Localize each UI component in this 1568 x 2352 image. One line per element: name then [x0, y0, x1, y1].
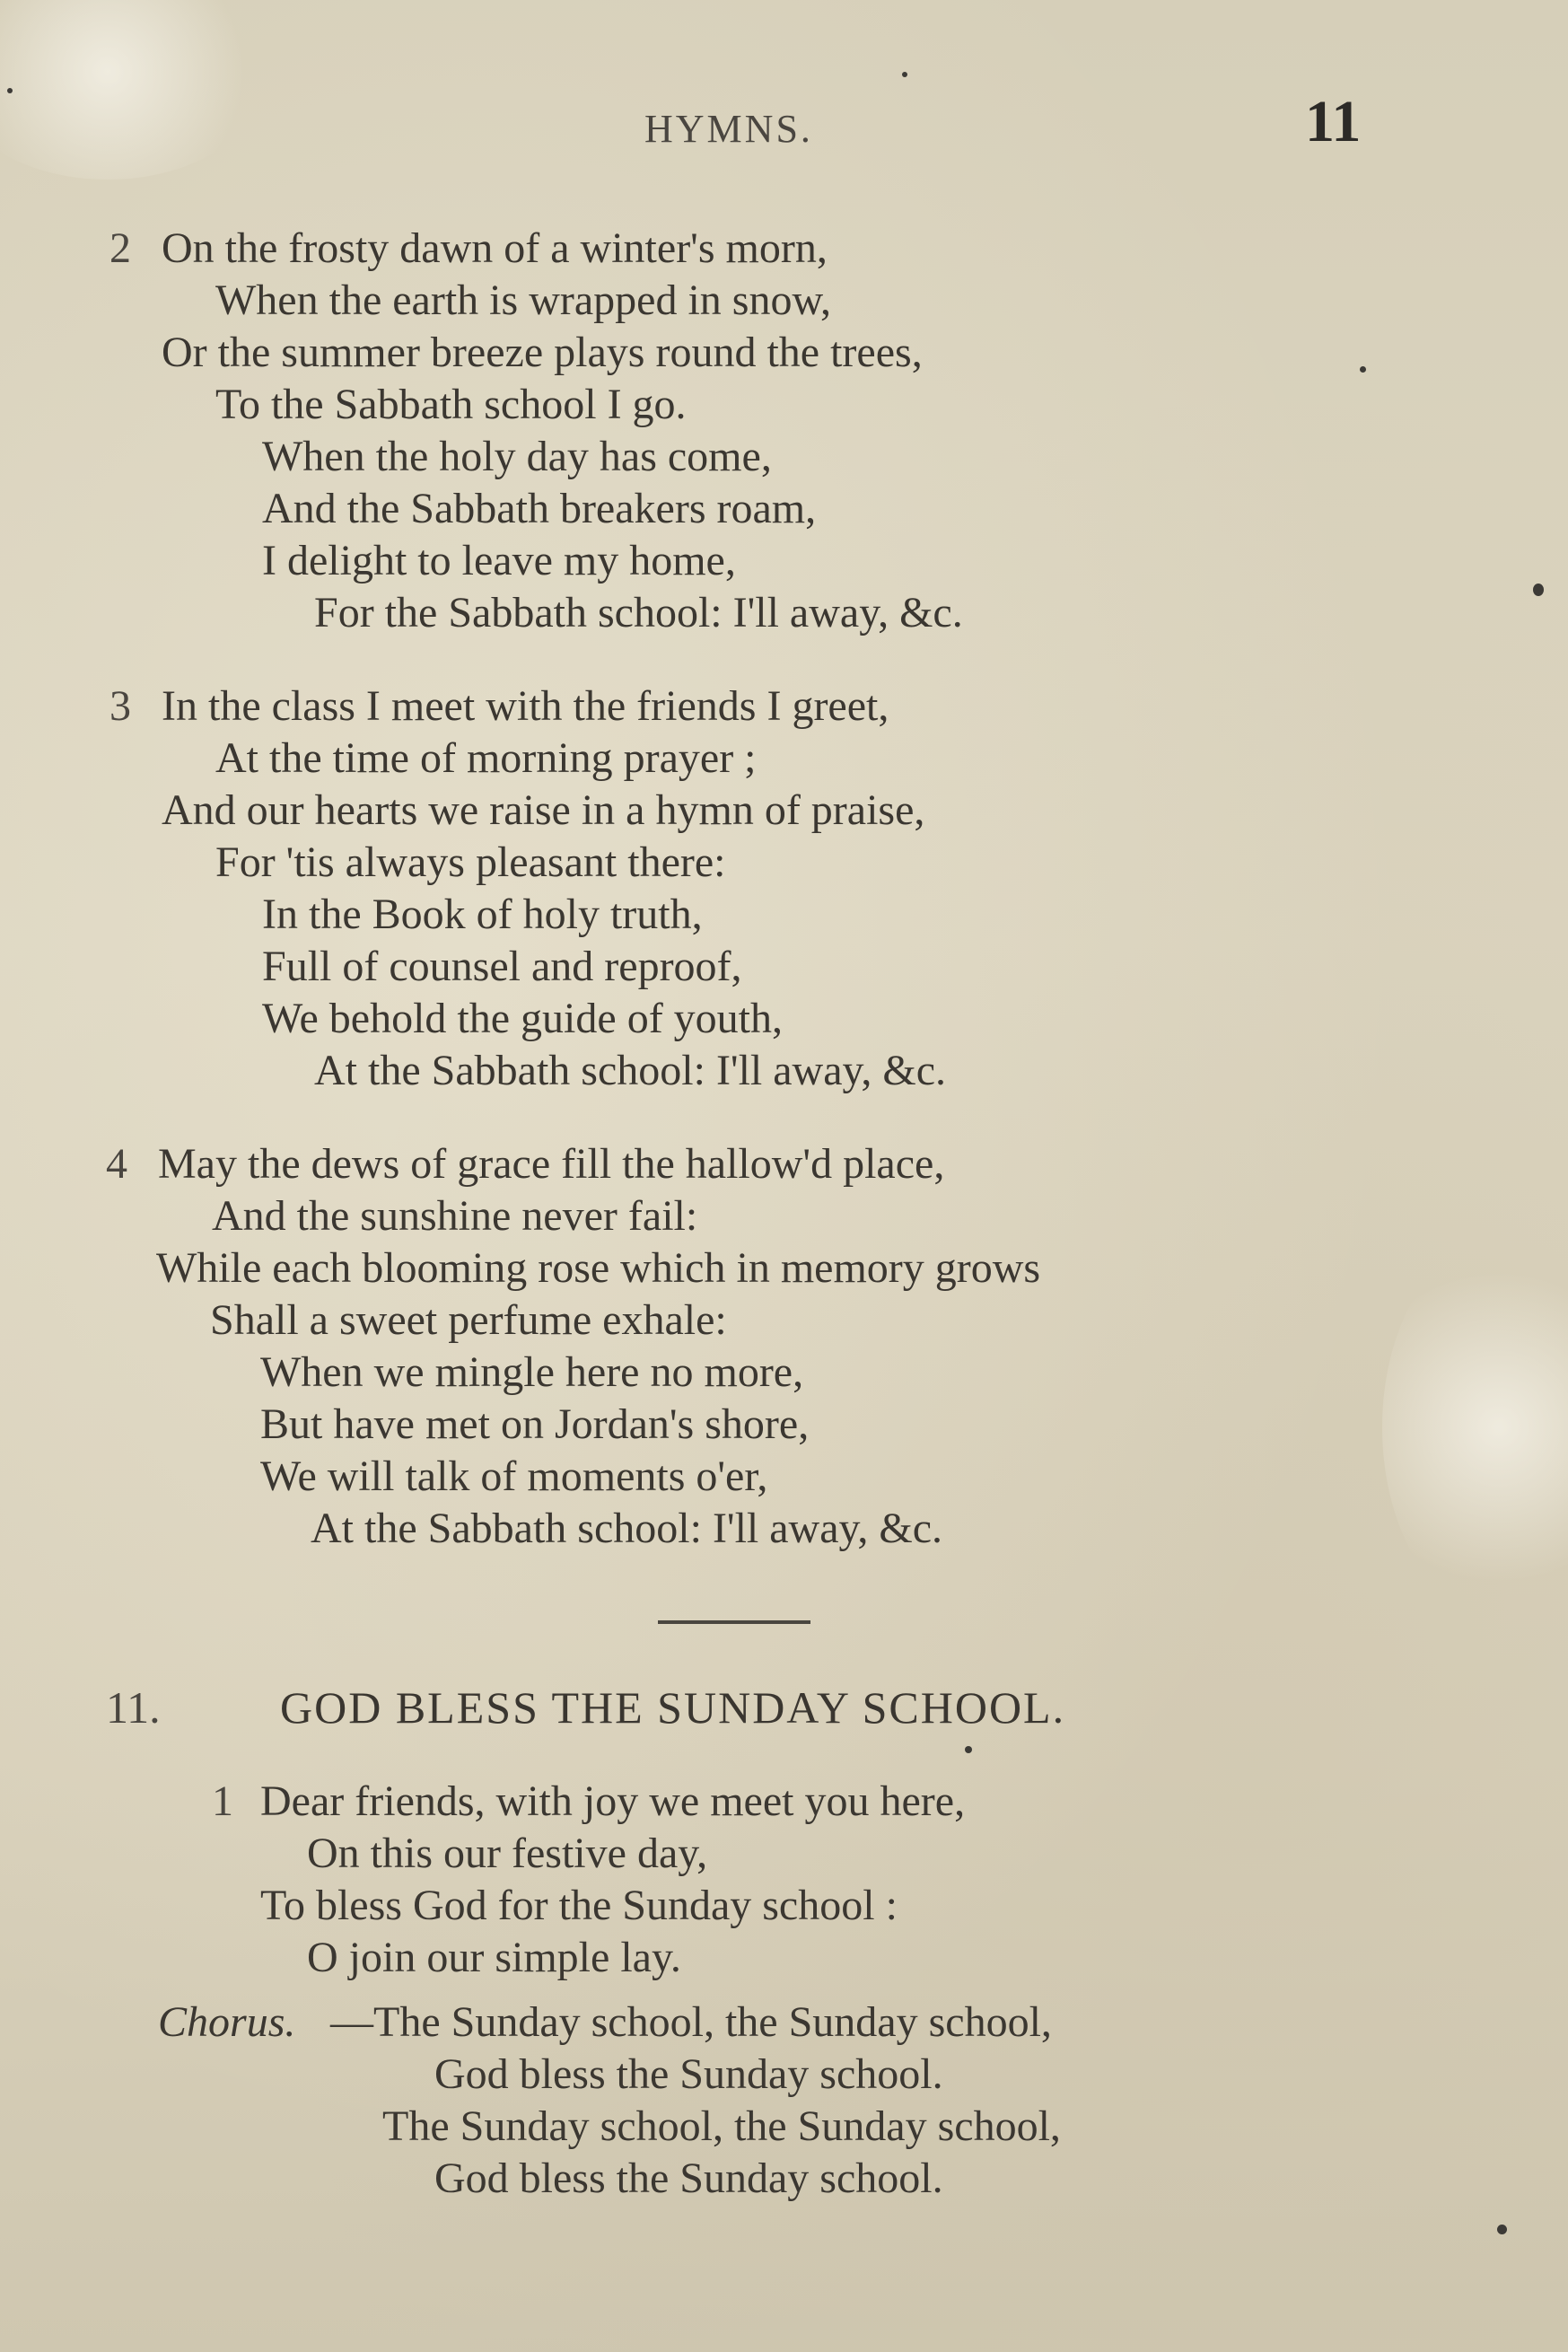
paper-stain	[0, 0, 269, 180]
verse-line: When we mingle here no more,	[260, 1348, 804, 1396]
stanza-number: 3	[109, 682, 131, 730]
verse-line: To the Sabbath school I go.	[215, 381, 687, 428]
verse-line: While each blooming rose which in memory grows	[156, 1244, 1041, 1292]
verse-line: May the dews of grace fill the hallow'd place,	[158, 1140, 945, 1188]
ink-speck	[7, 88, 13, 93]
verse-line: But have met on Jordan's shore,	[260, 1400, 810, 1448]
hymn-number: 11.	[106, 1682, 161, 1733]
verse-line: To bless God for the Sunday school :	[260, 1882, 898, 1929]
verse-line: At the time of morning prayer ;	[215, 734, 757, 782]
verse-line: Or the summer breeze plays round the trees,	[162, 329, 923, 376]
ink-speck	[1360, 366, 1366, 373]
verse-line: And our hearts we raise in a hymn of praise,	[162, 786, 925, 834]
chorus-line: God bless the Sunday school.	[434, 2155, 943, 2202]
ink-speck	[1533, 584, 1544, 596]
paper-stain	[1382, 1239, 1568, 1616]
ink-speck	[1497, 2225, 1507, 2234]
verse-line: Shall a sweet perfume exhale:	[210, 1296, 727, 1344]
ink-speck	[902, 72, 907, 77]
verse-line: In the Book of holy truth,	[262, 891, 703, 938]
verse-line: And the Sabbath breakers roam,	[262, 485, 817, 532]
verse-line: At the Sabbath school: I'll away, &c.	[311, 1505, 943, 1552]
verse-line: In the class I meet with the friends I greet,	[162, 682, 889, 730]
verse-line: Dear friends, with joy we meet you here,	[260, 1777, 966, 1825]
chorus-line: The Sunday school, the Sunday school,	[382, 2102, 1061, 2150]
hymn-title: GOD BLESS THE SUNDAY SCHOOL.	[280, 1682, 1066, 1733]
running-head: HYMNS.	[644, 107, 813, 151]
ink-speck	[965, 1746, 972, 1753]
section-divider	[658, 1620, 810, 1624]
verse-line: On the frosty dawn of a winter's morn,	[162, 224, 828, 272]
verse-line: O join our simple lay.	[307, 1934, 681, 1981]
verse-line: We will talk of moments o'er,	[260, 1452, 768, 1500]
stanza-number: 1	[212, 1777, 233, 1825]
verse-line: When the holy day has come,	[262, 433, 772, 480]
page-number: 11	[1305, 89, 1362, 154]
verse-line: For 'tis always pleasant there:	[215, 838, 726, 886]
verse-line: And the sunshine never fail:	[212, 1192, 698, 1240]
verse-line: Full of counsel and reproof,	[262, 943, 742, 990]
stanza-number: 4	[106, 1140, 127, 1188]
verse-line: We behold the guide of youth,	[262, 995, 784, 1042]
verse-line: On this our festive day,	[307, 1830, 708, 1877]
verse-line: At the Sabbath school: I'll away, &c.	[314, 1047, 947, 1094]
chorus-line: —The Sunday school, the Sunday school,	[330, 1998, 1052, 2046]
stanza-number: 2	[109, 224, 131, 272]
chorus-label: Chorus.	[158, 1998, 296, 2046]
verse-line: When the earth is wrapped in snow,	[215, 276, 832, 324]
verse-line: I delight to leave my home,	[262, 537, 736, 584]
chorus-line: God bless the Sunday school.	[434, 2050, 943, 2098]
verse-line: For the Sabbath school: I'll away, &c.	[314, 589, 963, 636]
